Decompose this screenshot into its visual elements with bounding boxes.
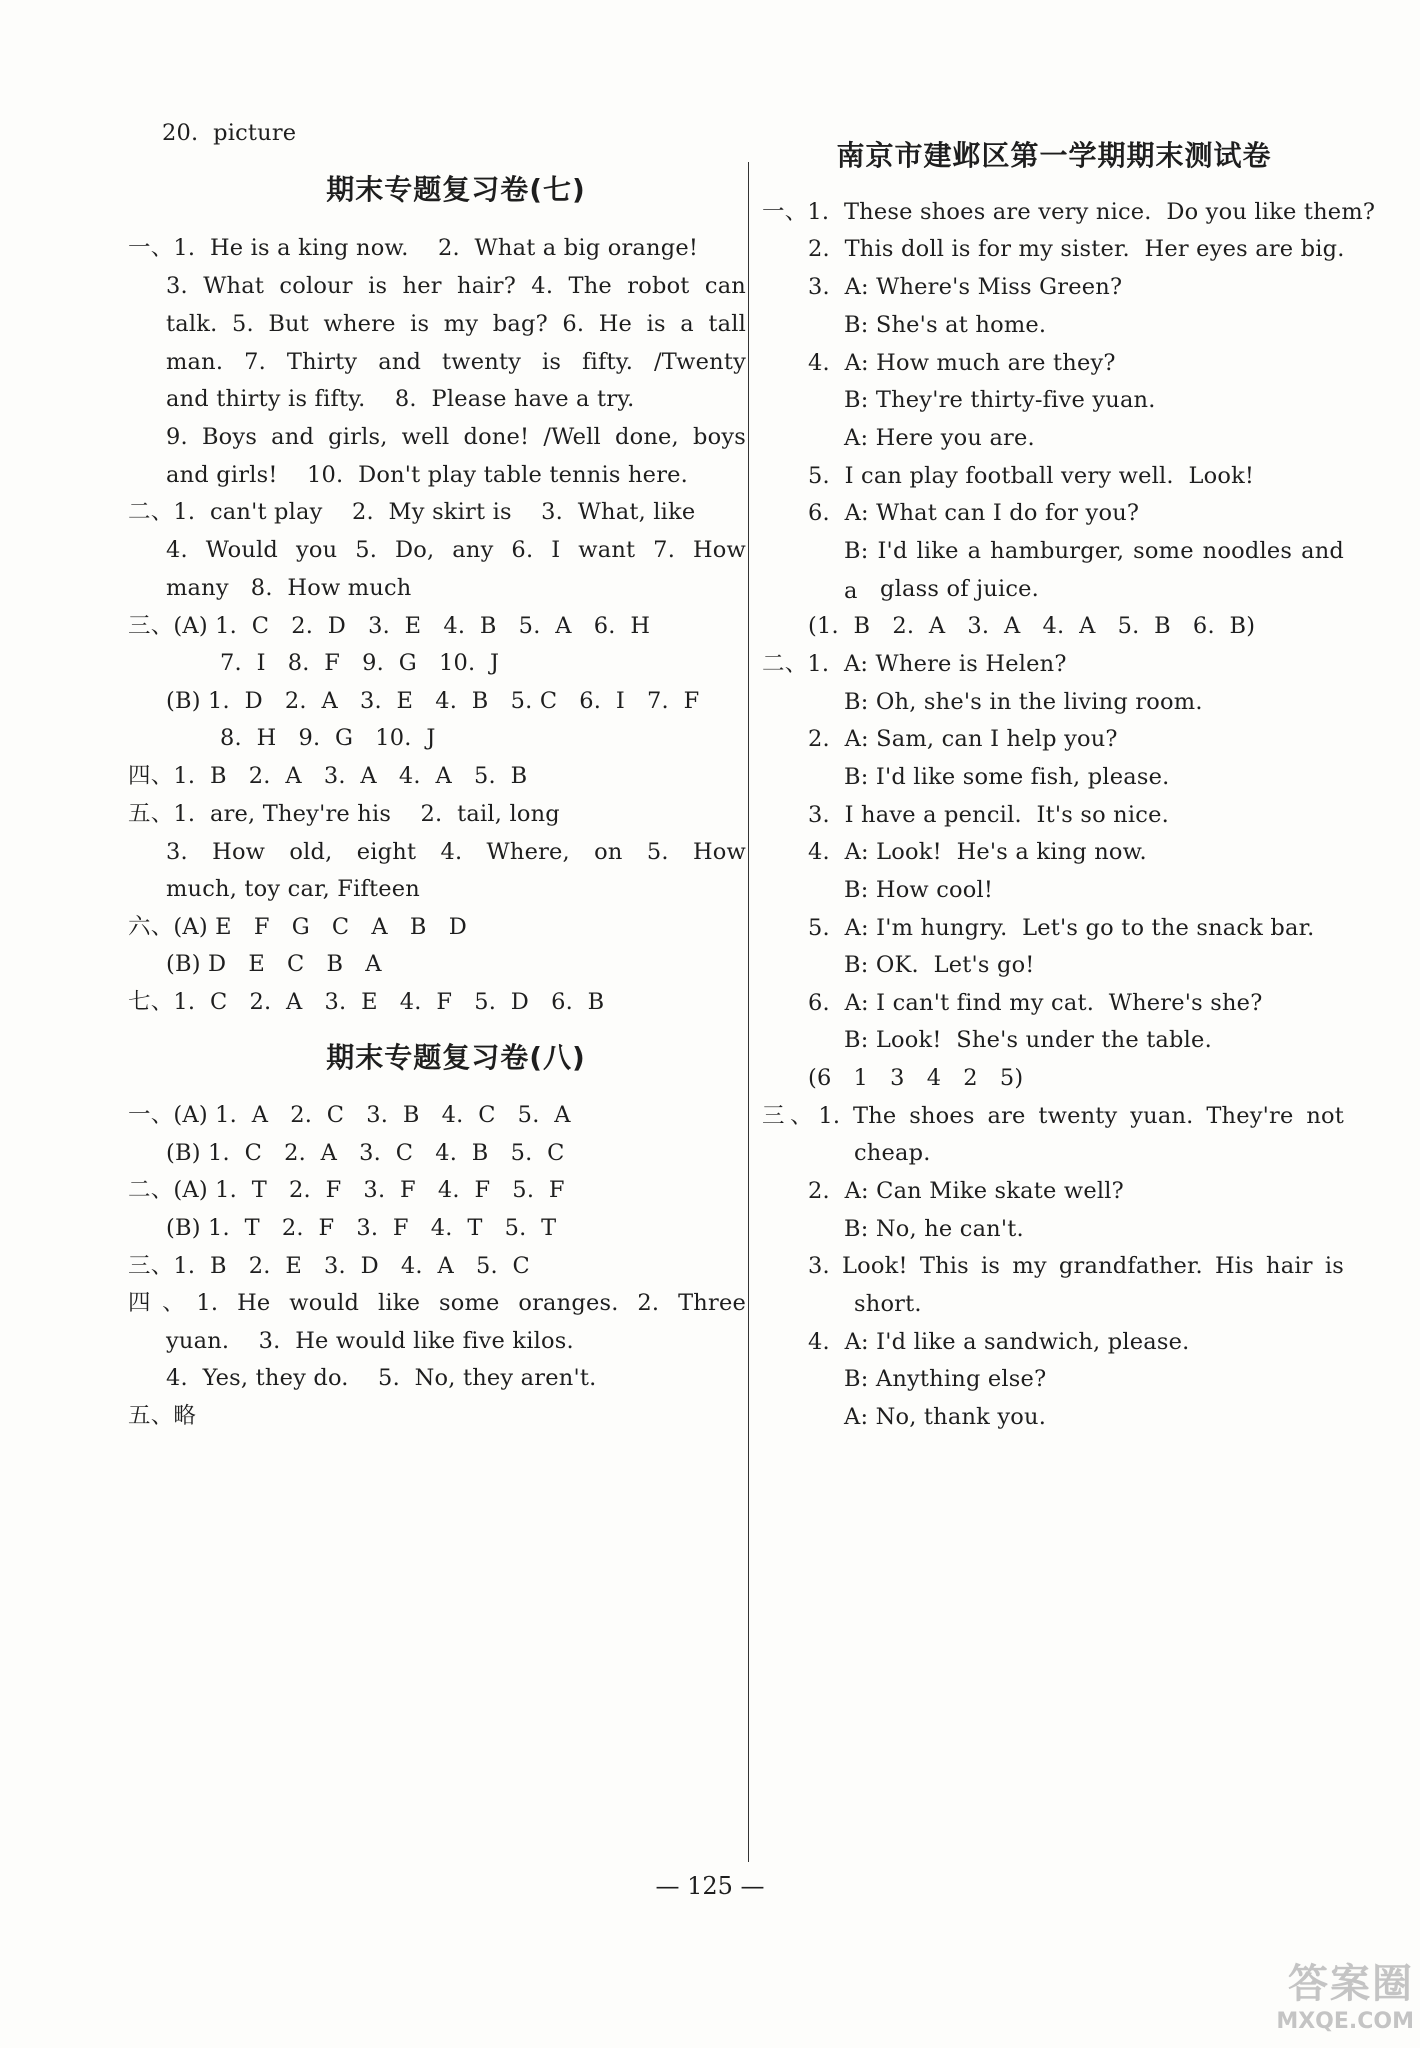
answer-line: 一、1. He is a king now. 2. What a big orange!	[128, 235, 699, 261]
page-number: — 125 —	[655, 1872, 765, 1900]
answer-line: 六、(A) E F G C A B D	[128, 914, 467, 940]
answer-line: B: Oh, she's in the living room.	[844, 689, 1203, 715]
answer-line: 3. How old, eight 4. Where, on 5. How	[166, 839, 746, 865]
answer-line: 一、1. These shoes are very nice. Do you like them?	[762, 199, 1376, 225]
answer-line: B: How cool!	[844, 877, 994, 903]
answer-line: 6. A: I can't find my cat. Where's she?	[808, 990, 1263, 1016]
answer-line: 3. I have a pencil. It's so nice.	[808, 802, 1169, 828]
answer-line: 7. I 8. F 9. G 10. J	[220, 650, 500, 676]
answer-line: 四、1. B 2. A 3. A 4. A 5. B	[128, 763, 528, 789]
answer-line: 3. What colour is her hair? 4. The robot can	[166, 273, 746, 299]
answer-line: B: I'd like a hamburger, some noodles and a	[844, 538, 1344, 604]
answer-line: 2. A: Can Mike skate well?	[808, 1178, 1124, 1204]
answer-line: talk. 5. But where is my bag? 6. He is a tall	[166, 311, 746, 337]
answer-line: (B) D E C B A	[166, 951, 382, 977]
answer-line: (B) 1. C 2. A 3. C 4. B 5. C	[166, 1140, 565, 1166]
watermark-logo-text: 答案圈	[1288, 1961, 1414, 2007]
answer-line: yuan. 3. He would like five kilos.	[166, 1328, 574, 1354]
answer-line: 9. Boys and girls, well done! /Well done, boys	[166, 424, 746, 450]
answer-line: B: They're thirty-five yuan.	[844, 387, 1156, 413]
left-column	[128, 0, 746, 2048]
answer-line: 七、1. C 2. A 3. E 4. F 5. D 6. B	[128, 989, 605, 1015]
answer-line: 5. A: I'm hungry. Let's go to the snack bar.	[808, 915, 1315, 941]
answer-line: glass of juice.	[880, 576, 1040, 602]
answer-line: 一、(A) 1. A 2. C 3. B 4. C 5. A	[128, 1102, 571, 1128]
answer-line: B: OK. Let's go!	[844, 952, 1035, 978]
answer-line: (6 1 3 4 2 5)	[808, 1065, 1024, 1091]
answer-line: short.	[854, 1291, 922, 1317]
answer-line: 五、略	[128, 1403, 197, 1429]
section-title: 期末专题复习卷(七)	[326, 173, 586, 206]
answer-line: cheap.	[854, 1140, 931, 1166]
column-divider	[748, 162, 749, 1862]
answer-line: many 8. How much	[166, 575, 412, 601]
answer-line: 四、1. He would like some oranges. 2. Three	[128, 1290, 746, 1316]
answer-line: 三、1. The shoes are twenty yuan. They're not	[762, 1103, 1344, 1129]
answer-line: 5. I can play football very well. Look!	[808, 463, 1255, 489]
answer-line: 4. A: How much are they?	[808, 350, 1116, 376]
answer-line: B: No, he can't.	[844, 1216, 1024, 1242]
answer-line: 3. Look! This is my grandfather. His hair is	[808, 1253, 1344, 1279]
answer-line: (1. B 2. A 3. A 4. A 5. B 6. B)	[808, 613, 1256, 639]
answer-line: and girls! 10. Don't play table tennis here.	[166, 462, 689, 488]
answer-line: 4. Would you 5. Do, any 6. I want 7. How	[166, 537, 746, 563]
answer-line: B: Anything else?	[844, 1366, 1047, 1392]
answer-line: (B) 1. T 2. F 3. F 4. T 5. T	[166, 1215, 557, 1241]
answer-line: 三、1. B 2. E 3. D 4. A 5. C	[128, 1253, 530, 1279]
answer-line: 4. A: I'd like a sandwich, please.	[808, 1329, 1190, 1355]
section-title: 南京市建邺区第一学期期末测试卷	[836, 139, 1272, 172]
answer-line: man. 7. Thirty and twenty is fifty. /Twenty	[166, 349, 746, 375]
answer-line: 五、1. are, They're his 2. tail, long	[128, 801, 560, 827]
answer-line: 二、(A) 1. T 2. F 3. F 4. F 5. F	[128, 1177, 565, 1203]
answer-line: 8. H 9. G 10. J	[220, 725, 436, 751]
answer-line: 2. A: Sam, can I help you?	[808, 726, 1118, 752]
answer-line: 2. This doll is for my sister. Her eyes are big.	[808, 236, 1345, 262]
answer-line: (B) 1. D 2. A 3. E 4. B 5. C 6. I 7. F	[166, 688, 700, 714]
answer-line: and thirty is fifty. 8. Please have a try.	[166, 386, 635, 412]
answer-line: A: Here you are.	[844, 425, 1035, 451]
answer-line: 二、1. can't play 2. My skirt is 3. What, like	[128, 499, 696, 525]
answer-line: 4. A: Look! He's a king now.	[808, 839, 1147, 865]
answer-line: 三、(A) 1. C 2. D 3. E 4. B 5. A 6. H	[128, 613, 651, 639]
answer-line: B: I'd like some fish, please.	[844, 764, 1170, 790]
watermark-logo	[1218, 1960, 1414, 2044]
answer-line: much, toy car, Fifteen	[166, 876, 420, 902]
answer-line: 4. Yes, they do. 5. No, they aren't.	[166, 1365, 597, 1391]
watermark-url: MXQE.COM	[1276, 2009, 1414, 2034]
answer-line: 3. A: Where's Miss Green?	[808, 274, 1123, 300]
answer-line: B: She's at home.	[844, 312, 1047, 338]
answer-line: A: No, thank you.	[844, 1404, 1047, 1430]
section-title: 期末专题复习卷(八)	[326, 1041, 586, 1074]
answer-line: B: Look! She's under the table.	[844, 1027, 1212, 1053]
answer-line: 二、1. A: Where is Helen?	[762, 651, 1067, 677]
answer-line: 6. A: What can I do for you?	[808, 500, 1140, 526]
answer-line: 20. picture	[162, 120, 297, 146]
